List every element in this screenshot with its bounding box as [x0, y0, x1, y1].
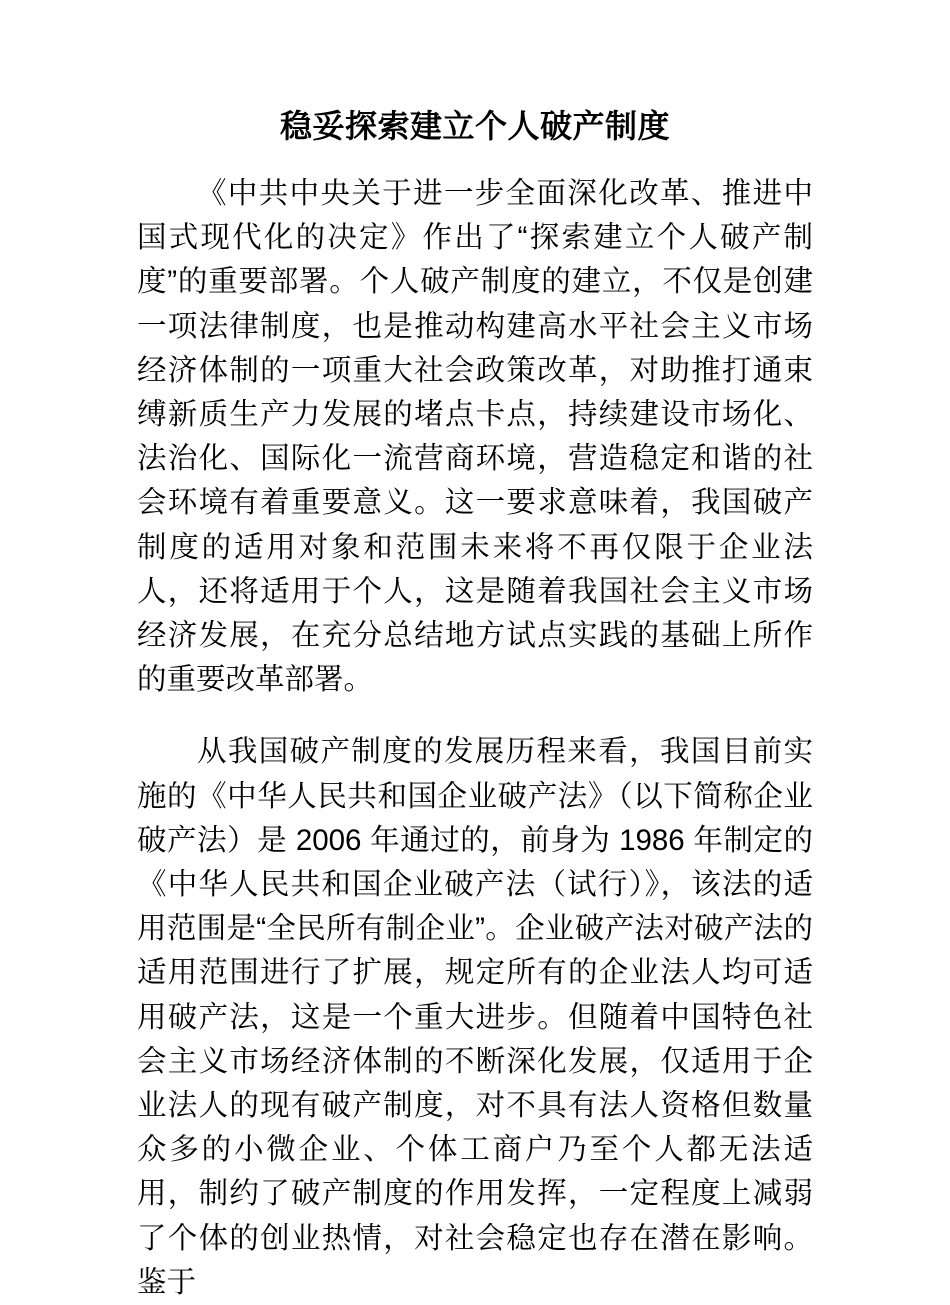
- body-paragraph-2: 从我国破产制度的发展历程来看，我国目前实施的《中华人民共和国企业破产法》（以下简称企业破产法）是 2006 年通过的，前身为 1986 年制定的《中华人民共和国企业破产法（试行）》，该法的适用范围是“全民所有制企业”。企业破产法对破产法的适用范围进行了扩展，规定所有的企业法人均可适用破产法，这是一个重大进步。但随着中国特色社会主义市场经济体制的不断深化发展，仅适用于企业法人的现有破产制度，对不具有法人资格但数量众多的小微企业、个体工商户乃至个人都无法适用，制约了破产制度的作用发挥，一定程度上减弱了个体的创业热情，对社会稳定也存在潜在影响。鉴于: [137, 735, 813, 1299]
- document-body: [137, 104, 813, 1305]
- page-title: 稳妥探索建立个人破产制度: [279, 108, 670, 144]
- body-paragraph-1: 《中共中央关于进一步全面深化改革、推进中国式现代化的决定》作出了“探索建立个人破产制度”的重要部署。个人破产制度的建立，不仅是创建一项法律制度，也是推动构建高水平社会主义市场经济体制的一项重大社会政策改革，对助推打通束缚新质生产力发展的堵点卡点，持续建设市场化、法治化、国际化一流营商环境，营造稳定和谐的社会环境有着重要意义。这一要求意味着，我国破产制度的适用对象和范围未来将不再仅限于企业法人，还将适用于个人，这是随着我国社会主义市场经济发展，在充分总结地方试点实践的基础上所作的重要改革部署。: [137, 177, 813, 697]
